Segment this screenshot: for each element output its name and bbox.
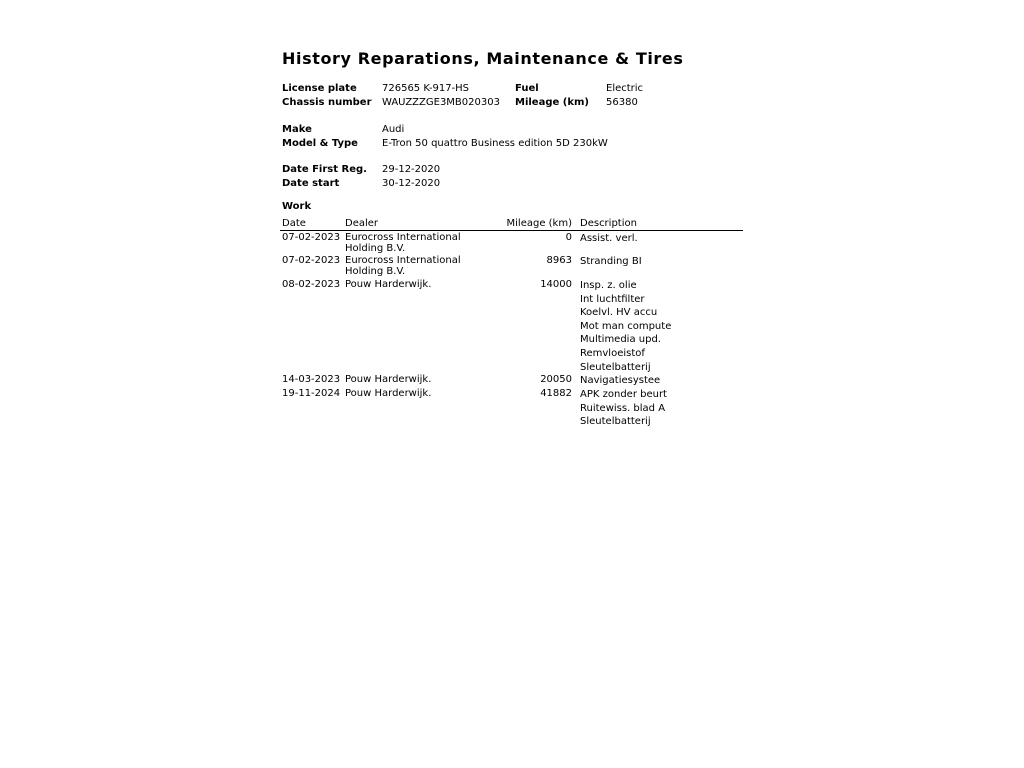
header-mileage: Mileage (km) <box>506 218 572 229</box>
date-start-label: Date start <box>282 178 340 189</box>
description-line: Stranding BI <box>580 256 642 267</box>
row-mileage: 8963 <box>546 255 572 266</box>
header-description: Description <box>580 218 637 229</box>
header-dealer: Dealer <box>345 218 379 229</box>
row-date: 07-02-2023 <box>282 255 341 266</box>
row-dealer: Pouw Harderwijk. <box>345 279 432 290</box>
row-description <box>580 232 638 246</box>
model-label: Model & Type <box>282 138 358 149</box>
row-description <box>580 279 671 374</box>
description-line: Multimedia upd. <box>580 334 661 346</box>
row-mileage: 0 <box>565 232 572 243</box>
date-start-value: 30-12-2020 <box>382 178 441 189</box>
fuel-value: Electric <box>606 83 644 94</box>
row-dealer: Pouw Harderwijk. <box>345 388 432 399</box>
first-reg-label: Date First Reg. <box>282 164 367 175</box>
description-line: Sleutelbatterij <box>580 416 651 428</box>
row-date: 14-03-2023 <box>282 374 341 385</box>
row-date: 19-11-2024 <box>282 388 341 399</box>
description-line: Mot man compute <box>580 320 672 332</box>
description-line: APK zonder beurt <box>580 389 667 400</box>
make-value: Audi <box>382 124 405 135</box>
row-description <box>580 374 660 388</box>
description-line: Koelvl. HV accu <box>580 307 658 319</box>
fuel-label: Fuel <box>515 83 539 94</box>
row-description <box>580 255 642 269</box>
row-date: 07-02-2023 <box>282 232 341 243</box>
chassis-value: WAUZZZGE3MB020303 <box>382 97 500 108</box>
work-section-title: Work <box>282 201 312 212</box>
description-line: Assist. verl. <box>580 233 638 244</box>
row-mileage: 20050 <box>540 374 572 385</box>
row-mileage: 14000 <box>540 279 572 290</box>
license-plate-value: 726565 K-917-HS <box>382 83 470 94</box>
model-value: E-Tron 50 quattro Business edition 5D 230kW <box>382 138 608 149</box>
description-line: Insp. z. olie <box>580 280 637 291</box>
chassis-label: Chassis number <box>282 97 372 108</box>
row-description <box>580 388 667 429</box>
row-dealer: Eurocross International Holding B.V. <box>345 255 461 277</box>
make-label: Make <box>282 124 312 135</box>
license-plate-label: License plate <box>282 83 357 94</box>
description-line: Ruitewiss. blad A <box>580 402 666 414</box>
description-line: Sleutelbatterij <box>580 361 651 373</box>
row-dealer: Pouw Harderwijk. <box>345 374 432 385</box>
mileage-label: Mileage (km) <box>515 97 589 108</box>
page-title: History Reparations, Maintenance & Tires <box>282 49 684 68</box>
description-line: Navigatiesystee <box>580 375 661 386</box>
description-line: Remvloeistof <box>580 347 645 359</box>
mileage-value: 56380 <box>606 97 638 108</box>
header-date: Date <box>282 218 306 229</box>
description-line: Int luchtfilter <box>580 293 645 305</box>
row-date: 08-02-2023 <box>282 279 341 290</box>
first-reg-value: 29-12-2020 <box>382 164 441 175</box>
header-divider <box>280 230 743 231</box>
row-mileage: 41882 <box>540 388 572 399</box>
row-dealer: Eurocross International Holding B.V. <box>345 232 461 254</box>
